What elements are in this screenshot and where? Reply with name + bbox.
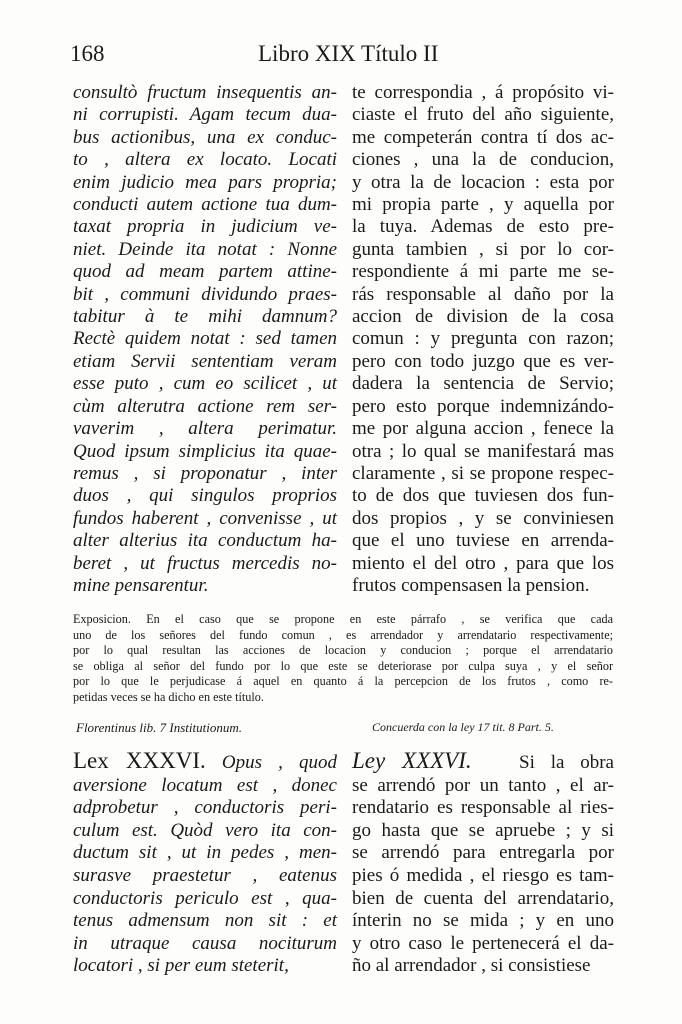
- text-line: ni corrupisti. Agam tecum dua-: [73, 104, 337, 126]
- text-line: mine pensarentur.: [73, 574, 209, 596]
- text-line: Exposicion. En el caso que se propone en este párrafo , se verifica que cada: [73, 612, 613, 626]
- spanish-ley-body: [352, 775, 614, 978]
- text-line: que el uno tuviese en arrenda-: [352, 530, 614, 552]
- spanish-column-ley-36: [352, 750, 614, 978]
- running-title: Libro XIX Título II: [258, 41, 439, 66]
- text-line: ductum sit , ut in pedes , men-: [73, 842, 337, 864]
- text-line: bus actionibus, una ex conduc-: [73, 126, 337, 148]
- text-line: esse puto , cum eo scilicet , ut: [73, 373, 337, 395]
- text-line: Rectè quidem notat : sed tamen: [73, 328, 337, 350]
- text-line: conductoris periculo est , qua-: [73, 887, 337, 909]
- text-line: ciaste el fruto del año siguiente,: [352, 104, 614, 126]
- text-line: ínterin no se mida ; y en uno: [352, 910, 614, 932]
- text-line: aversione locatum est , donec: [73, 774, 337, 796]
- exposicion-commentary: [73, 612, 613, 706]
- spanish-first-line: [352, 750, 614, 775]
- latin-first-text: Opus , quod: [221, 752, 338, 773]
- text-line: etiam Servii sententiam veram: [73, 350, 337, 372]
- text-line: alter alterius ita conductum ha-: [73, 530, 337, 552]
- text-line: to de dos que tuviesen dos fun-: [352, 485, 614, 507]
- text-line: enim judicio mea pars propria;: [73, 171, 337, 193]
- text-line: miento el del otro , para que los: [352, 552, 614, 574]
- text-line: locatori , si per eum steterit,: [73, 955, 289, 977]
- text-line: la tuya. Ademas de esto pre-: [352, 216, 614, 238]
- text-line: tenus admensum non sit : et: [73, 910, 337, 932]
- text-line: frutos compensasen la pension.: [352, 574, 590, 596]
- text-line: niet. Deinde ita notat : Nonne: [73, 238, 337, 260]
- text-line: petidas veces se ha dicho en este título.: [73, 689, 264, 704]
- latin-column-top: [73, 82, 337, 597]
- text-line: ño al arrendador , si consistiese: [352, 955, 591, 977]
- text-line: se arrendó para entregarla por: [352, 842, 614, 864]
- text-line: taxat propria in judicium ve-: [73, 216, 337, 238]
- text-line: tabitur à te mihi damnum?: [73, 306, 337, 328]
- ley-heading: Ley XXXVI.: [352, 748, 472, 773]
- text-line: cùm alterutra actione rem ser-: [73, 395, 337, 417]
- text-line: ciones , una la de conducion,: [352, 149, 614, 171]
- text-line: y otra la de locacion : esta por: [352, 171, 614, 193]
- text-line: to , altera ex locato. Locati: [73, 149, 337, 171]
- latin-column-lex-36: [73, 750, 337, 978]
- source-citation-right: Concuerda con la ley 17 tit. 8 Part. 5.: [372, 720, 554, 734]
- text-line: culum est. Quòd vero ita con-: [73, 819, 337, 841]
- lex-heading: Lex XXXVI.: [73, 748, 206, 773]
- text-line: dadera la sentencia de Servio;: [352, 373, 614, 395]
- text-line: se obliga al señor del fundo por lo que este se deteriorase por culpa suya , y el señor: [73, 658, 613, 673]
- text-line: duos , qui singulos proprios: [73, 485, 337, 507]
- text-line: se arrendó por un tanto , el ar-: [352, 774, 614, 796]
- text-line: pero con todo juzgo que es ver-: [352, 350, 614, 372]
- text-line: uno de los señores del fundo comun , es arrendador y arrendatario respectivamente;: [73, 627, 613, 642]
- text-line: adprobetur , conductoris peri-: [73, 797, 337, 819]
- text-line: por lo que le perjudicase á aquel en quanto á la percepcion de los frutos , como re-: [73, 674, 613, 689]
- text-line: mi propia parte , y aquella por: [352, 194, 614, 216]
- text-line: por lo qual resultan las acciones de locacion y conducion ; porque el arrendatario: [73, 643, 613, 658]
- text-line: quod ad meam partem attine-: [73, 261, 337, 283]
- text-line: bit , communi dividundo praes-: [73, 283, 337, 305]
- text-line: rás responsable al daño por la: [352, 283, 614, 305]
- spanish-column-top: [352, 82, 614, 597]
- text-line: rendatario es responsable al ries-: [352, 797, 614, 819]
- text-line: claramente , si se propone respec-: [352, 462, 614, 484]
- text-line: otra ; lo qual se manifestará mas: [352, 440, 614, 462]
- text-line: fundos haberent , convenisse , ut: [73, 507, 337, 529]
- text-line: pero esto porque indemnizándo-: [352, 395, 614, 417]
- text-line: accion de division de la cosa: [352, 306, 614, 328]
- text-line: surasve praestetur , eatenus: [73, 864, 337, 886]
- text-line: beret , ut fructus mercedis no-: [73, 552, 337, 574]
- text-line: me competerán contra tí dos ac-: [352, 126, 614, 148]
- text-line: conducti autem actione tua dum-: [73, 194, 337, 216]
- latin-first-line: [73, 750, 337, 775]
- text-line: remus , si proponatur , inter: [73, 462, 337, 484]
- text-line: dos propios , y se conviniesen: [352, 507, 614, 529]
- text-line: pies ó medida , el riesgo es tam-: [352, 864, 614, 886]
- text-line: bien de cuenta del arrendatario,: [352, 887, 614, 909]
- text-line: respondiente á mi parte me se-: [352, 261, 614, 283]
- text-line: comun : y pregunta con razon;: [352, 328, 614, 350]
- page-number: 168: [70, 41, 105, 66]
- text-line: te correspondia , á propósito vi-: [352, 82, 614, 103]
- source-citation-left: Florentinus lib. 7 Institutionum.: [76, 720, 242, 735]
- text-line: in utraque causa nociturum: [73, 932, 337, 954]
- text-line: go hasta que se apruebe ; y si: [352, 819, 614, 841]
- text-line: vaverim , altera perimatur.: [73, 418, 337, 440]
- text-line: y otro caso le pertenecerá el da-: [352, 932, 614, 954]
- text-line: me por alguna accion , fenece la: [352, 418, 614, 440]
- text-line: Quod ipsum simplicius ita quae-: [73, 440, 337, 462]
- text-line: consultò fructum insequentis an-: [73, 82, 337, 103]
- latin-lex-body: [73, 775, 337, 978]
- spanish-first-text: Si la obra: [519, 752, 614, 773]
- text-line: gunta tambien , si por lo cor-: [352, 238, 614, 260]
